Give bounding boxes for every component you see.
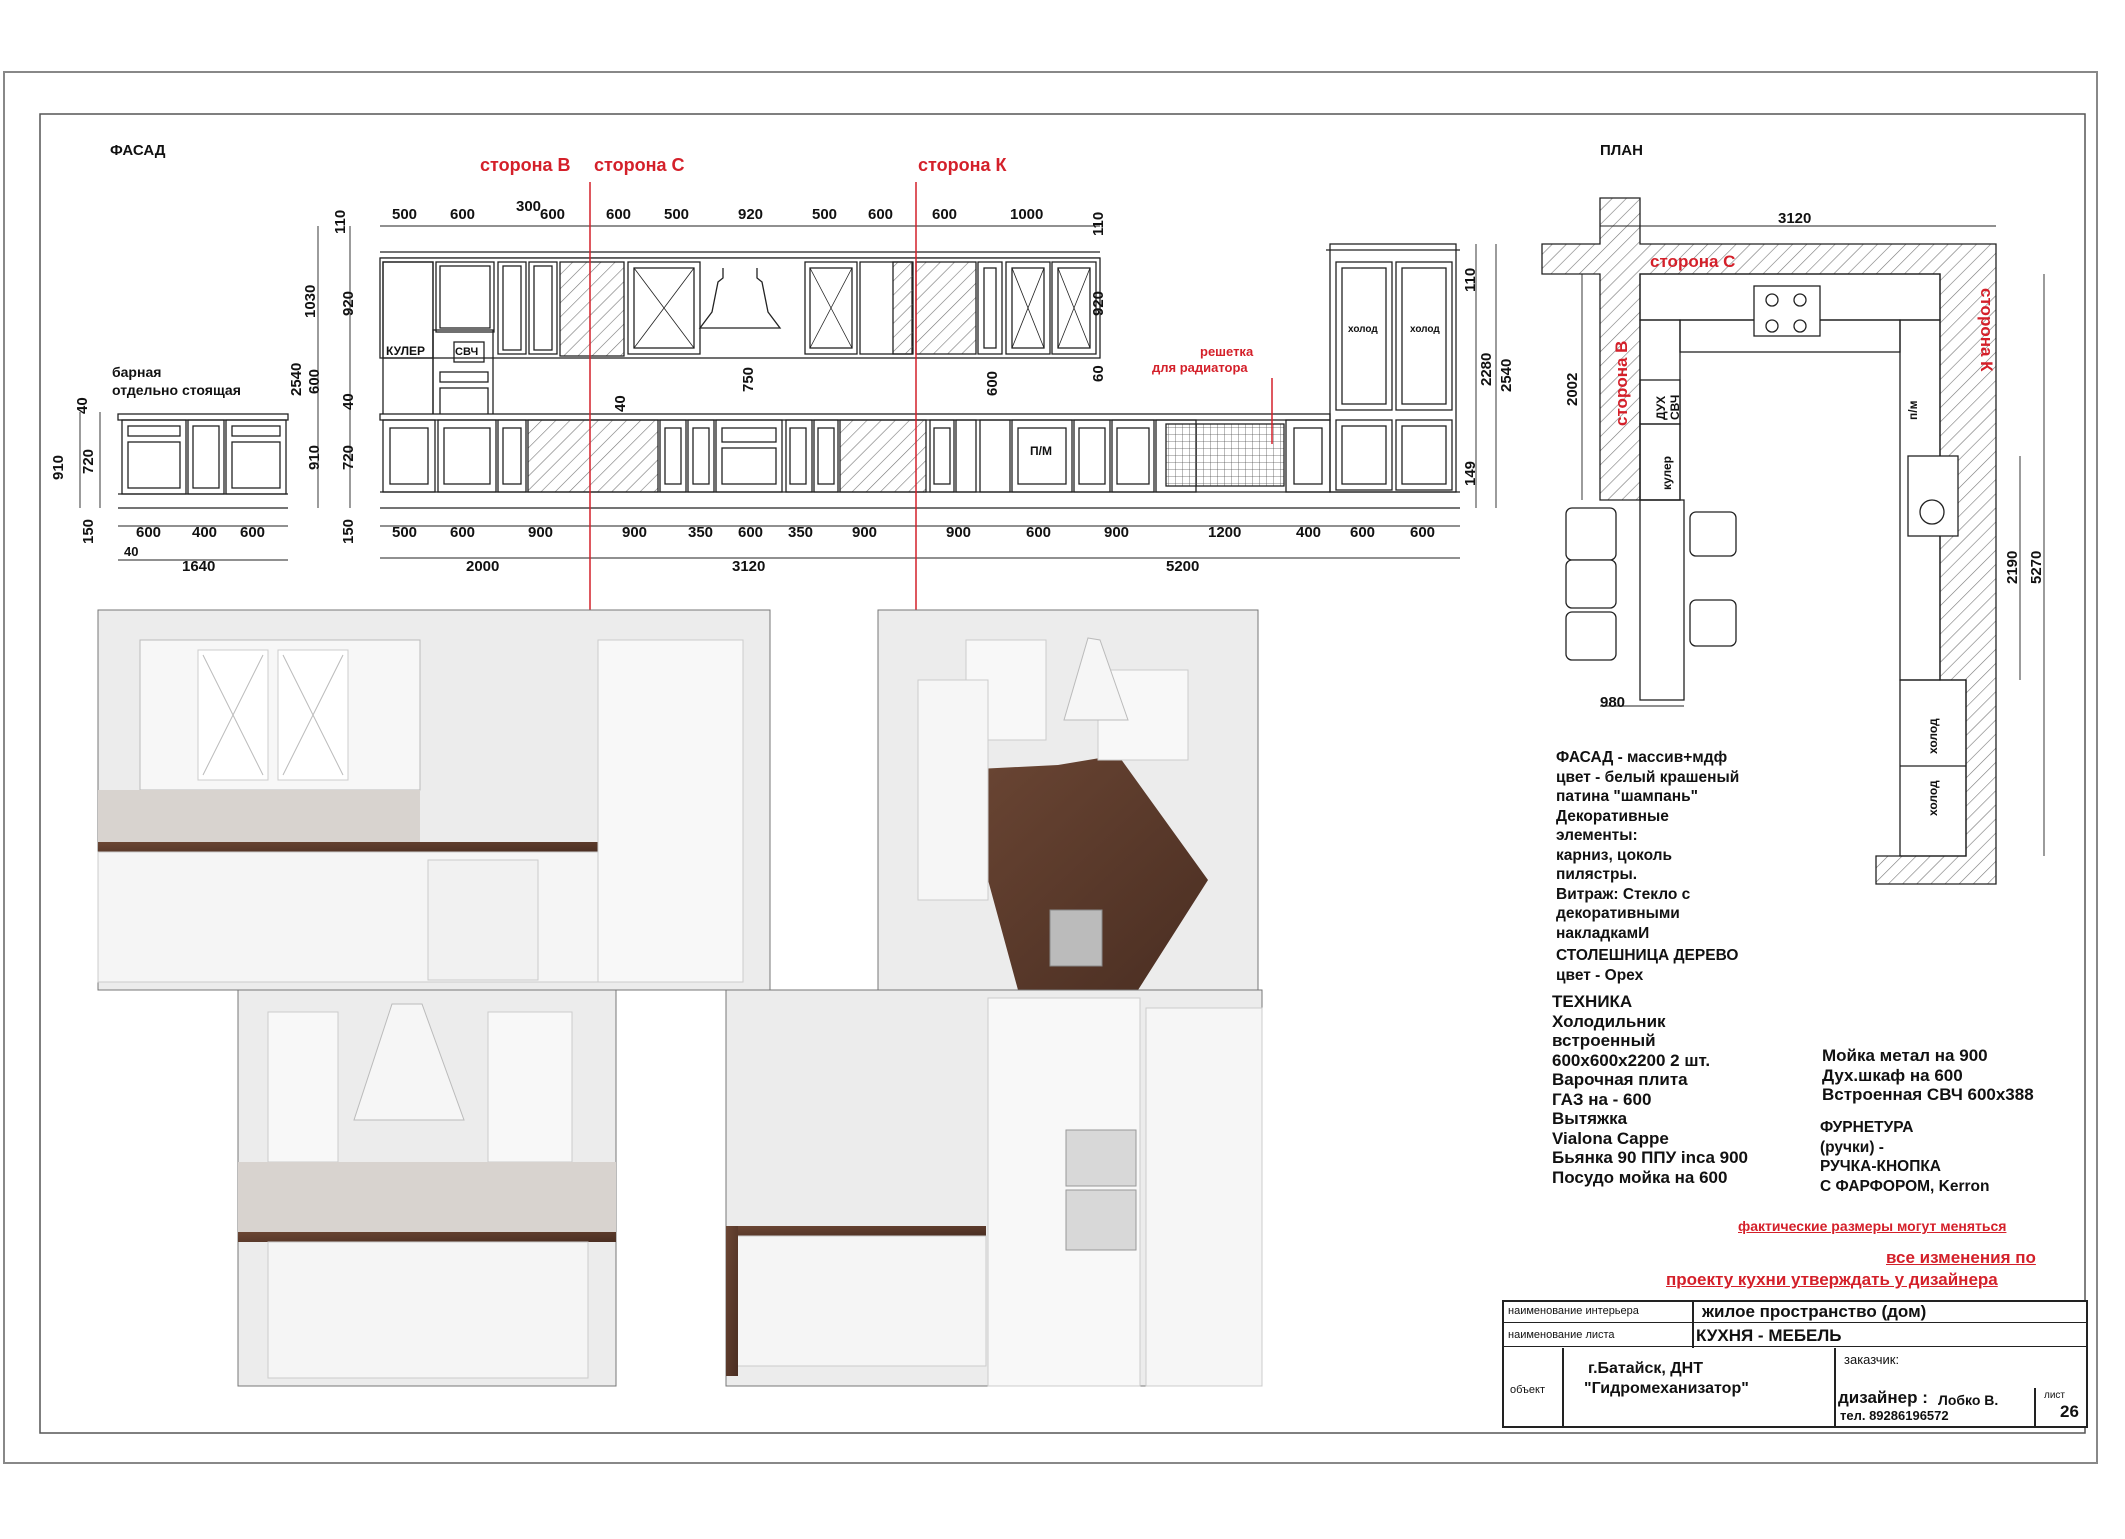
bar-label-1: барная — [112, 364, 162, 380]
radiator-label-2: для радиатора — [1152, 360, 1248, 375]
dim-top: 300 — [516, 198, 542, 215]
dim-vertical: 910 — [306, 444, 323, 470]
note-line: Бьянка 90 ППУ inca 900 — [1552, 1148, 1749, 1167]
note-line: Холодильник — [1552, 1011, 1666, 1031]
facade-side-b-label: сторона В — [480, 155, 571, 175]
dim-top: 500 — [812, 206, 838, 223]
dim-vertical: 2540 — [288, 362, 305, 396]
note-line: Варочная плита — [1552, 1070, 1688, 1089]
note-line: цвет - Орех — [1556, 966, 1644, 984]
stamp-object-label: объект — [1510, 1384, 1546, 1396]
note-line: 600x600x2200 2 шт. — [1552, 1050, 1711, 1070]
note-line: патина "шампань" — [1556, 788, 1698, 805]
dim-vertical: 920 — [340, 290, 357, 316]
dim-vertical: 110 — [332, 209, 349, 234]
dim-bar-vertical: 40 — [74, 397, 91, 414]
note-line: ФУРНЕТУРА — [1820, 1119, 1914, 1136]
render-photo-2 — [878, 610, 1258, 990]
dim-inner-vertical: 110 — [1090, 211, 1107, 236]
dim-bottom: 500 — [392, 524, 418, 541]
note-line: карниз, цоколь — [1556, 846, 1673, 864]
render-photo-1 — [98, 610, 770, 990]
plan-side-c-label: сторона С — [1650, 252, 1736, 271]
dim-top: 600 — [932, 206, 958, 223]
plan-right-dim-2: 5270 — [2028, 550, 2045, 584]
facade-side-c-label: сторона С — [594, 155, 685, 175]
note-line: накладкамИ — [1556, 924, 1650, 942]
note-line: Декоративные — [1556, 807, 1669, 825]
title-block — [1502, 1300, 2088, 1428]
dim-right-vertical: 149 — [1462, 460, 1479, 486]
note-line: ГАЗ на - 600 — [1552, 1089, 1652, 1109]
dim-top: 600 — [450, 206, 476, 223]
bar-label-2: отдельно стоящая — [112, 382, 241, 398]
dim-top: 600 — [540, 206, 566, 223]
microwave-label: СВЧ — [455, 346, 479, 358]
note-line: Vialona Cappe — [1552, 1128, 1669, 1148]
dim-bar-vertical: 720 — [80, 448, 97, 474]
dim-vertical: 40 — [340, 393, 357, 410]
notes-hardware — [1820, 1118, 1990, 1196]
dim-bar: 600 — [240, 524, 266, 541]
dim-bar: 400 — [192, 524, 218, 541]
plan-bar-dim: 980 — [1600, 694, 1626, 711]
stamp-customer-label: заказчик: — [1844, 1352, 1900, 1367]
note-line: РУЧКА-КНОПКА — [1820, 1158, 1941, 1175]
stamp-designer-label: дизайнер : — [1838, 1388, 1928, 1407]
note-line: СТОЛЕШНИЦА ДЕРЕВО — [1556, 947, 1739, 964]
stamp-phone: тел. 89286196572 — [1840, 1408, 1949, 1423]
stamp-object-value-1: г.Батайск, ДНТ — [1588, 1360, 1703, 1377]
dim-total: 2000 — [466, 558, 500, 575]
plan-width-dim: 3120 — [1778, 210, 1812, 227]
note-line: (ручки) - — [1820, 1138, 1884, 1156]
radiator-label-1: решетка — [1200, 344, 1254, 359]
dim-vertical: 150 — [340, 518, 357, 544]
dim-bar-vertical: 150 — [80, 518, 97, 544]
dim-right-vertical: 110 — [1462, 267, 1479, 292]
note-line: ФАСАД - массив+мдф — [1556, 749, 1728, 766]
fridge-label-2: холод — [1410, 324, 1440, 335]
dim-inner-vertical: 600 — [984, 370, 1001, 396]
dim-bottom: 600 — [1350, 524, 1376, 541]
plan-title: ПЛАН — [1600, 142, 1643, 159]
dim-bottom: 1200 — [1208, 524, 1242, 541]
warning-sizes: фактические размеры могут меняться — [1738, 1218, 2007, 1234]
dim-inner-vertical: 40 — [612, 395, 629, 412]
stamp-sheet-no-label: лист — [2044, 1390, 2066, 1401]
cooler-label: КУЛЕР — [386, 344, 426, 358]
note-line: элементы: — [1556, 827, 1638, 844]
dim-inner-vertical: 920 — [1090, 290, 1107, 316]
fridge-label-1: холод — [1348, 324, 1378, 335]
dim-total: 3120 — [732, 558, 766, 575]
dim-bar-offset: 40 — [124, 544, 139, 559]
stamp-object-value-2: "Гидромеханизатор" — [1584, 1380, 1749, 1397]
dim-inner-vertical: 750 — [740, 366, 757, 392]
stamp-interior-value: жилое пространство (дом) — [1702, 1302, 1927, 1321]
notes-appliances — [1822, 1046, 2034, 1105]
stamp-sheet-label: наименование листа — [1508, 1329, 1615, 1341]
note-line: С ФАРФОРОМ, Kerron — [1820, 1177, 1990, 1195]
plan-cooler-label: кулер — [1660, 456, 1674, 490]
dim-top: 920 — [738, 206, 764, 223]
warning-changes-1: все изменения по — [1886, 1248, 2036, 1267]
dim-top: 600 — [868, 206, 894, 223]
warning-changes-2: проекту кухни утверждать у дизайнера — [1666, 1270, 1998, 1289]
dim-vertical: 600 — [306, 368, 323, 394]
dim-bottom: 350 — [788, 524, 814, 541]
dim-top: 1000 — [1010, 206, 1044, 223]
dim-bottom: 600 — [450, 524, 476, 541]
dishwasher-label: П/М — [1030, 444, 1052, 458]
render-photo-4 — [726, 990, 1262, 1386]
note-line: Мойка метал на 900 — [1822, 1046, 1988, 1065]
dim-bottom: 900 — [622, 524, 648, 541]
note-line: Вытяжка — [1552, 1109, 1628, 1128]
dim-top: 600 — [606, 206, 632, 223]
dim-inner-vertical: 60 — [1090, 365, 1107, 382]
note-line: Встроенная СВЧ 600x388 — [1822, 1085, 2034, 1104]
stamp-designer-name: Лобко В. — [1938, 1392, 1999, 1408]
notes-facade — [1556, 748, 1739, 943]
plan-side-b-label: сторона В — [1612, 340, 1631, 426]
plan-dishwasher-label: п/м — [1906, 400, 1920, 420]
notes-tech — [1552, 992, 1748, 1187]
dim-bottom: 900 — [1104, 524, 1130, 541]
dim-bottom: 600 — [1026, 524, 1052, 541]
plan-microwave-label: СВЧ — [1668, 394, 1682, 420]
note-line: цвет - белый крашеный — [1556, 768, 1740, 786]
note-line: Витраж: Стекло с — [1556, 885, 1691, 903]
note-line: Посудо мойка на 600 — [1552, 1167, 1728, 1187]
dim-vertical: 720 — [340, 444, 357, 470]
dim-right-vertical: 2540 — [1498, 358, 1515, 392]
plan-fridge-label-1: холод — [1926, 718, 1940, 754]
plan-fridge-label-2: холод — [1926, 780, 1940, 816]
dim-top: 500 — [392, 206, 418, 223]
stamp-interior-label: наименование интерьера — [1508, 1305, 1639, 1317]
dim-bottom: 900 — [528, 524, 554, 541]
dim-bottom: 900 — [852, 524, 878, 541]
dim-bottom: 600 — [1410, 524, 1436, 541]
note-line: пилястры. — [1556, 866, 1638, 883]
dim-bottom: 900 — [946, 524, 972, 541]
plan-oven-label: ДУХ — [1654, 395, 1668, 420]
render-photo-3 — [238, 990, 616, 1386]
note-tech-title: ТЕХНИКА — [1552, 992, 1633, 1011]
notes-countertop — [1556, 946, 1738, 985]
note-line: встроенный — [1552, 1031, 1656, 1050]
note-line: декоративными — [1556, 905, 1680, 922]
plan-right-dim-1: 2190 — [2004, 550, 2021, 584]
dim-bar-vertical: 910 — [50, 454, 67, 480]
dim-top: 500 — [664, 206, 690, 223]
stamp-page-number: 26 — [2060, 1402, 2079, 1421]
plan-side-k-label: сторона К — [1977, 288, 1996, 372]
stamp-sheet-value: КУХНЯ - МЕБЕЛЬ — [1696, 1326, 1842, 1345]
plan-left-dim: 2002 — [1564, 372, 1581, 406]
facade-title: ФАСАД — [110, 142, 166, 159]
facade-side-k-label: сторона К — [918, 155, 1007, 175]
dim-bottom: 400 — [1296, 524, 1322, 541]
dim-bottom: 600 — [738, 524, 764, 541]
dim-bottom: 350 — [688, 524, 714, 541]
dim-bar: 600 — [136, 524, 162, 541]
dim-total: 5200 — [1166, 558, 1200, 575]
dim-bar-total: 1640 — [182, 558, 216, 575]
note-line: Дух.шкаф на 600 — [1822, 1065, 1963, 1085]
dim-right-vertical: 2280 — [1478, 352, 1495, 386]
dim-vertical: 1030 — [302, 284, 319, 318]
